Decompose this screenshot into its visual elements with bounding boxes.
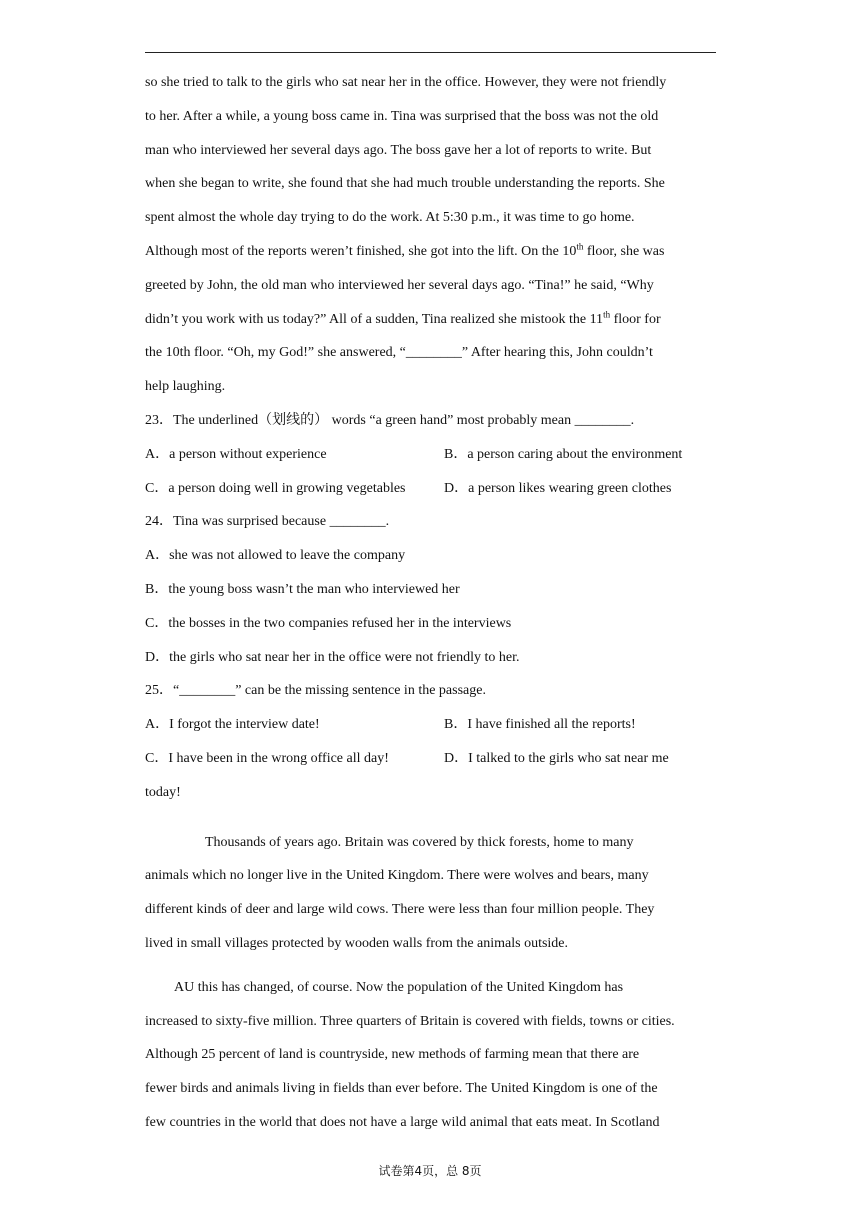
passage1-line	[145, 235, 725, 269]
passage1-line: so she tried to talk to the girls who sat near her in the office. However, they were not friendly	[145, 75, 667, 90]
passage1-line: help laughing.	[145, 379, 226, 395]
passage2-line: few countries in the world that does not have a large wild animal that eats meat. In Scotland	[145, 1114, 660, 1130]
option-d: D．I talked to the girls who sat near me	[444, 750, 669, 766]
paragraph-gap	[145, 961, 725, 971]
passage2-line: Thousands of years ago. Britain was covered by thick forests, home to many	[205, 834, 634, 850]
option-b: B．the young boss wasn’t the man who interviewed her	[145, 581, 460, 597]
passage2-line: AU this has changed, of course. Now the population of the United Kingdom has	[174, 979, 624, 995]
passage1-line: when she began to write, she found that she had much trouble understanding the reports. She	[145, 176, 665, 192]
passage2-line: fewer birds and animals living in fields than ever before. The United Kingdom is one of the	[145, 1081, 658, 1097]
line-text: Although most of the reports weren’t finished, she got into the lift. On the 10	[145, 243, 577, 259]
question-23-stem: 23．The underlined（划线的） words “a green hand” most probably mean ________.	[145, 412, 635, 428]
passage1-line: greeted by John, the old man who interviewed her several days ago. “Tina!” he said, “Why	[145, 277, 654, 293]
option-c: C．I have been in the wrong office all day!	[145, 750, 389, 766]
page-footer: 试卷第4页，总 8页	[378, 1164, 482, 1178]
line-text: floor for	[610, 311, 661, 327]
option-a: A．she was not allowed to leave the company	[145, 548, 406, 564]
superscript: th	[603, 308, 611, 319]
question-25-options-row	[145, 708, 725, 742]
passage1-line: the 10th floor. “Oh, my God!” she answered, “________” After hearing this, John couldn’t	[145, 345, 653, 361]
question-23-options-row	[145, 472, 725, 506]
passage1-line: spent almost the whole day trying to do the work. At 5:30 p.m., it was time to go home.	[145, 210, 635, 226]
option-c: C．a person doing well in growing vegetables	[145, 480, 406, 496]
option-a: A．I forgot the interview date!	[145, 717, 320, 733]
passage2-line: animals which no longer live in the United Kingdom. There were wolves and bears, many	[145, 868, 649, 884]
line-text: didn’t you work with us today?” All of a sudden, Tina realized she mistook the 11	[145, 311, 604, 327]
header-rule	[145, 52, 716, 53]
question-25-stem: 25．“________” can be the missing sentence in the passage.	[145, 683, 486, 699]
line-text: floor, she was	[583, 243, 665, 259]
paragraph-gap	[145, 810, 725, 826]
option-d: D．a person likes wearing green clothes	[444, 480, 672, 496]
question-24-stem: 24．Tina was surprised because ________.	[145, 514, 390, 530]
passage1-line: to her. After a while, a young boss came in. Tina was surprised that the boss was not the old	[145, 108, 659, 124]
option-b: B．I have finished all the reports!	[444, 717, 636, 733]
passage2-line: different kinds of deer and large wild cows. There were less than four million people. They	[145, 902, 655, 918]
option-c: C．the bosses in the two companies refused her in the interviews	[145, 615, 512, 631]
passage1-line	[145, 303, 725, 337]
option-a: A．a person without experience	[145, 446, 327, 462]
superscript: th	[576, 241, 584, 252]
passage2-line: increased to sixty-five million. Three quarters of Britain is covered with fields, towns or cities.	[145, 1013, 675, 1029]
passage2-line: lived in small villages protected by wooden walls from the animals outside.	[145, 935, 569, 951]
question-23-options-row	[145, 438, 725, 472]
passage1-line: man who interviewed her several days ago. The boss gave her a lot of reports to write. But	[145, 142, 652, 158]
page-content	[145, 66, 725, 1140]
option-d: D．the girls who sat near her in the office were not friendly to her.	[145, 649, 520, 665]
passage2-line: Although 25 percent of land is countryside, new methods of farming mean that there are	[145, 1047, 640, 1063]
option-b: B．a person caring about the environment	[444, 446, 683, 462]
option-d-continued: today!	[145, 784, 181, 800]
question-25-options-row	[145, 742, 725, 776]
